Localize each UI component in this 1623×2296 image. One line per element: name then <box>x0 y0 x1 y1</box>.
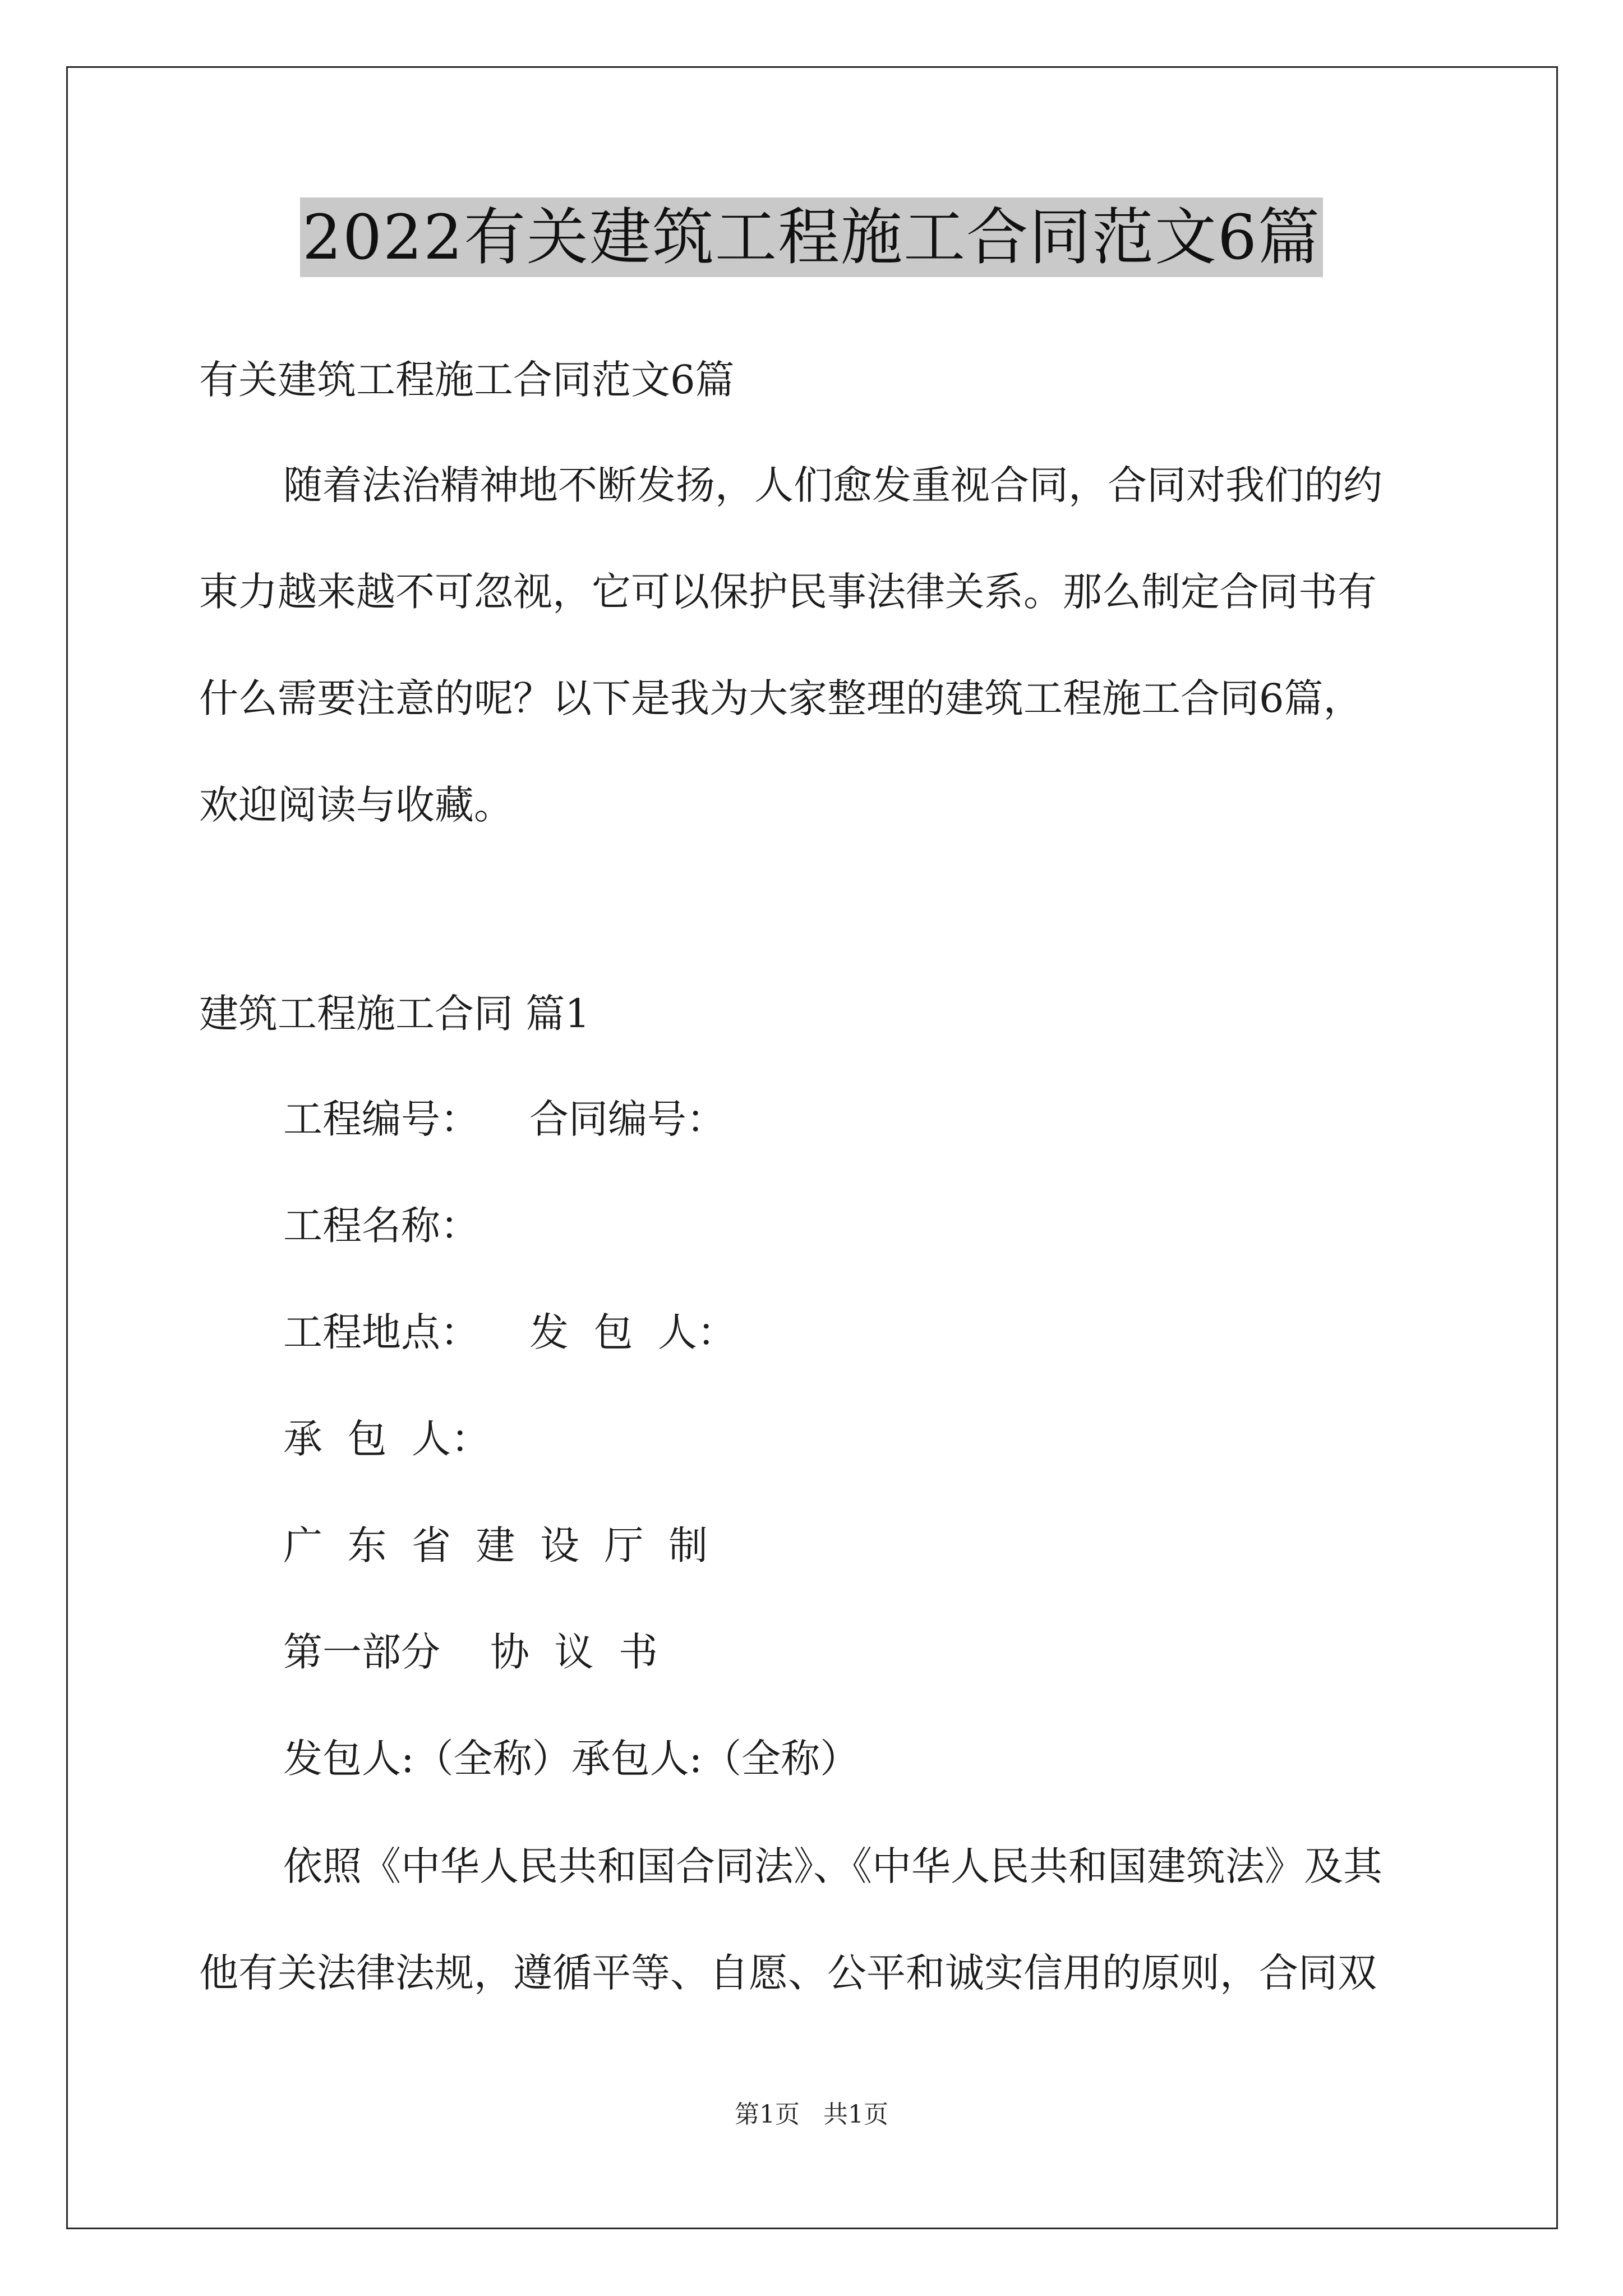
section-heading: 建筑工程施工合同 篇1 <box>199 991 590 1037</box>
paragraph-line: 随着法治精神地不断发扬，人们愈发重视合同，合同对我们的约 <box>283 462 1382 508</box>
paragraph-line: 欢迎阅读与收藏。 <box>199 782 513 828</box>
subtitle-line: 有关建筑工程施工合同范文6篇 <box>199 357 735 403</box>
issuer-line: 广 东 省 建 设 厅 制 <box>283 1522 708 1568</box>
form-field-line: 工程名称： <box>283 1203 479 1249</box>
document-title: 2022有关建筑工程施工合同范文6篇 <box>300 197 1323 277</box>
paragraph-line: 他有关法律法规，遵循平等、自愿、公平和诚实信用的原则，合同双 <box>199 1950 1377 1996</box>
parties-line: 发包人:（全称）承包人:（全称） <box>283 1736 860 1782</box>
paragraph-line: 束力越来越不可忽视，它可以保护民事法律关系。那么制定合同书有 <box>199 569 1377 615</box>
title-container <box>0 197 1623 277</box>
form-field-line: 工程地点： 发 包 人： <box>283 1309 737 1355</box>
paragraph-line: 什么需要注意的呢？以下是我为大家整理的建筑工程施工合同6篇， <box>199 675 1363 721</box>
paragraph-line: 依照《中华人民共和国合同法》、《中华人民共和国建筑法》及其 <box>283 1843 1382 1889</box>
part-heading: 第一部分 协 议 书 <box>283 1629 658 1675</box>
form-field-line: 承 包 人： <box>283 1416 491 1462</box>
form-field-line: 工程编号： 合同编号： <box>283 1096 726 1142</box>
page-footer: 第1页 共1页 <box>735 2100 888 2129</box>
